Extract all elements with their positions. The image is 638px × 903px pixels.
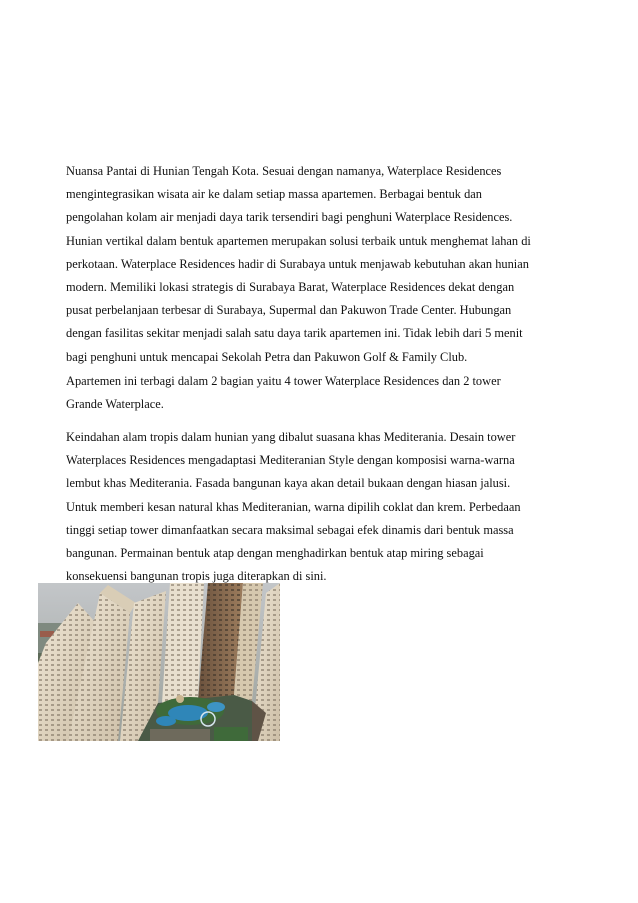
text-line: mengintegrasikan wisata air ke dalam setiap massa apartemen. Berbagai bentuk dan [66, 187, 482, 202]
text-line: Nuansa Pantai di Hunian Tengah Kota. Sesuai dengan namanya, Waterplace Residences [66, 164, 502, 178]
text-line: pusat perbelanjaan terbesar di Surabaya, Supermal dan Pakuwon Trade Center. Hubungan [66, 303, 512, 318]
text-line: modern. Memiliki lokasi strategis di Surabaya Barat, Waterplace Residences dekat dengan [66, 280, 515, 295]
text-line: Keindahan alam tropis dalam hunian yang dibalut suasana khas Mediterania. Desain tower [66, 430, 516, 444]
text-line: tinggi setiap tower dimanfaatkan secara maksimal sebagai efek dinamis dari bentuk massa [66, 522, 514, 537]
text-line: konsekuensi bangunan tropis juga diterapkan di sini. [66, 569, 327, 584]
apartment-towers-photo [38, 583, 280, 741]
text-line: Untuk memberi kesan natural khas Mediteranian, warna dipilih coklat dan krem. Perbedaan [66, 499, 521, 514]
text-line: Apartemen ini terbagi dalam 2 bagian yaitu 4 tower Waterplace Residences dan 2 tower [66, 374, 501, 388]
text-line: Grande Waterplace. [66, 397, 164, 412]
text-line: Hunian vertikal dalam bentuk apartemen merupakan solusi terbaik untuk menghemat lahan di [66, 233, 531, 248]
text-line: bagi penghuni untuk mencapai Sekolah Petra dan Pakuwon Golf & Family Club. [66, 349, 468, 364]
paragraph-intro [66, 160, 576, 369]
text-line: lembut khas Mediterania. Fasada bangunan kaya akan detail bukaan dengan hiasan jalusi. [66, 476, 511, 491]
text-line: bangunan. Permainan bentuk atap dengan menghadirkan bentuk atap miring sebagai [66, 546, 484, 561]
text-line: pengolahan kolam air menjadi daya tarik tersendiri bagi penghuni Waterplace Residences. [66, 210, 513, 225]
text-line: perkotaan. Waterplace Residences hadir di Surabaya untuk menjawab kebutuhan akan hunian [66, 256, 529, 271]
paragraph-design [66, 426, 576, 588]
apartment-towers-aerial-photo-icon [38, 583, 280, 741]
paragraph-towers [66, 370, 576, 416]
text-line: dengan fasilitas sekitar menjadi salah satu daya tarik apartemen ini. Tidak lebih dari 5 menit [66, 326, 523, 341]
text-line: Waterplaces Residences mengadaptasi Mediteranian Style dengan komposisi warna-warna [66, 453, 515, 468]
